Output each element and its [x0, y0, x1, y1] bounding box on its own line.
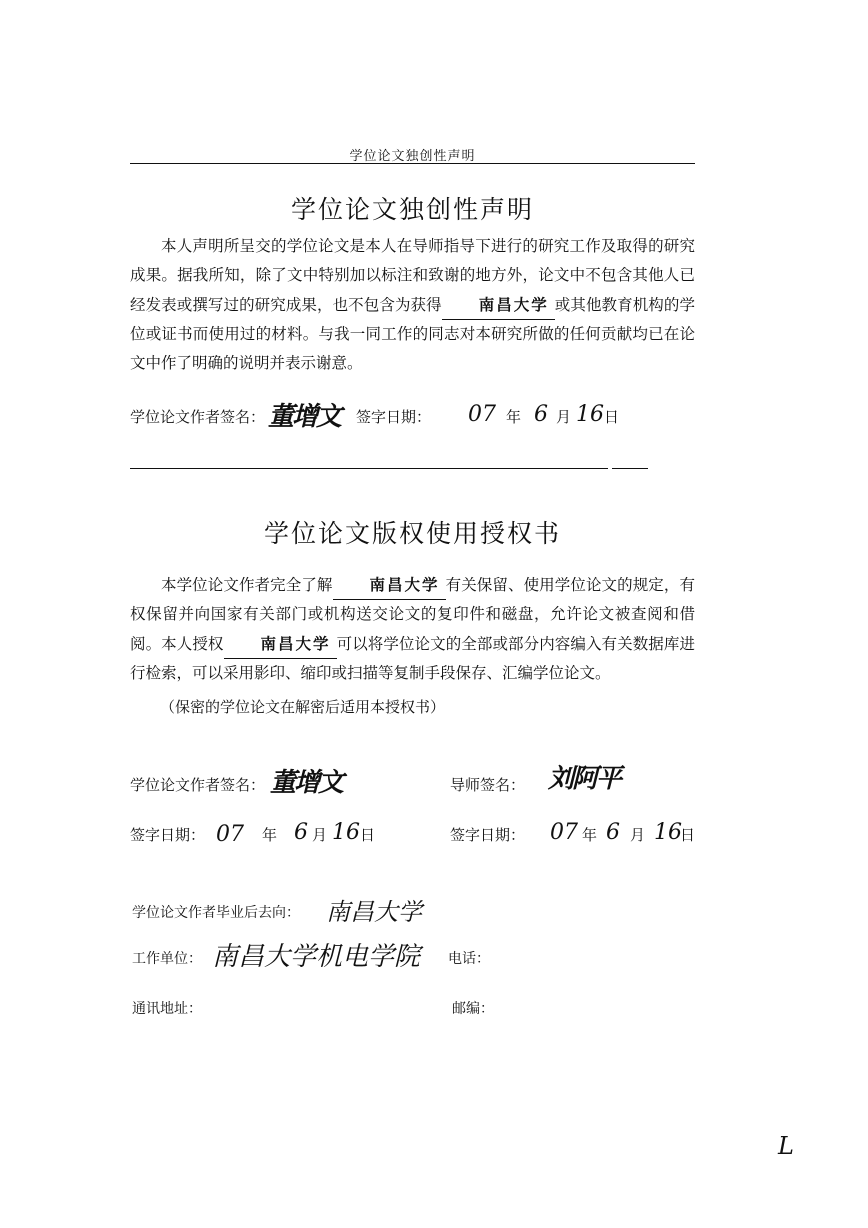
- destination-label: 学位论文作者毕业后去向：: [132, 905, 300, 921]
- declaration-date-day: 16: [576, 402, 604, 427]
- declaration-author-signature: 董增文: [268, 402, 341, 432]
- authorization-title: 学位论文版权使用授权书: [263, 519, 561, 548]
- declaration-month-char: 月: [556, 408, 572, 426]
- declaration-text-1: 本人声明所呈交的学位论文是本人在导师指导下进行的研究工作及取得的研究成果。据我所知，除了文中特别加以标注和致谢的地方外，论文中不包含其他人已经发表或撰写过的研究成果，也不包含为获得: [130, 237, 695, 314]
- section-divider: [130, 468, 608, 469]
- advisor-date-month: 6: [606, 820, 620, 845]
- declaration-text-2: 或其他教育机构的学位或证书而使用过的材料。与我一同工作的同志对本研究所做的任何贡献均已在论文中作了明确的说明并表示谢意。: [130, 296, 695, 372]
- advisor-date-year: 07: [550, 820, 578, 845]
- declaration-paragraph: [130, 232, 695, 378]
- declaration-day-char: 日: [604, 408, 620, 426]
- advisor-date-label: 签字日期：: [450, 826, 526, 844]
- authorization-university: 南昌大学: [333, 570, 446, 600]
- authorization-paragraph: [130, 570, 695, 688]
- phone-label: 电话：: [448, 951, 490, 967]
- author-month-char: 月: [312, 826, 328, 844]
- destination-value: 南昌大学: [326, 898, 422, 926]
- author-date-year: 07: [216, 822, 244, 847]
- advisor-signature: 刘阿平: [548, 764, 621, 794]
- author-day-char: 日: [360, 826, 376, 844]
- declaration-university: 南昌大学: [442, 290, 555, 320]
- address-label: 通讯地址：: [132, 1001, 202, 1017]
- author-date-day: 16: [332, 820, 360, 845]
- declaration-date-year: 07: [468, 402, 496, 427]
- declaration-date-label: 签字日期：: [356, 408, 432, 426]
- declaration-author-signature-label: 学位论文作者签名：: [130, 408, 266, 426]
- authorization-author-signature: 董增文: [270, 768, 343, 798]
- confidential-note: （保密的学位论文在解密后适用本授权书）: [160, 698, 446, 716]
- work-unit-label: 工作单位：: [132, 951, 202, 967]
- author-year-char: 年: [262, 826, 278, 844]
- authorization-text-2: 有关保留、使用学位论文的规定，有权保留并向国家有关部门或机构送交论文的复印件和磁盘，允许论文被查阅和借阅。本人授权: [130, 576, 695, 653]
- declaration-title: 学位论文独创性声明: [290, 195, 534, 224]
- authorization-text-3: 可以将学位论文的全部或部分内容编入有关数据库进行检索，可以采用影印、缩印或扫描等复制手段保存、汇编学位论文。: [130, 635, 695, 682]
- advisor-day-char: 日: [680, 826, 696, 844]
- author-date-month: 6: [294, 820, 308, 845]
- declaration-date-month: 6: [534, 402, 548, 427]
- authorization-author-date-label: 签字日期：: [130, 826, 206, 844]
- authorization-author-signature-label: 学位论文作者签名：: [130, 776, 266, 794]
- authorization-university-2: 南昌大学: [224, 629, 337, 659]
- section-divider-tail: [612, 468, 648, 469]
- header-rule: [130, 163, 695, 164]
- advisor-signature-label: 导师签名：: [450, 776, 526, 794]
- running-header: 学位论文独创性声明: [349, 149, 476, 164]
- declaration-year-char: 年: [506, 408, 522, 426]
- advisor-year-char: 年: [582, 826, 598, 844]
- advisor-month-char: 月: [630, 826, 646, 844]
- advisor-date-day: 16: [654, 820, 682, 845]
- page-mark: L: [778, 1132, 794, 1160]
- postcode-label: 邮编：: [452, 1001, 494, 1017]
- work-unit-value: 南昌大学机电学院: [212, 942, 421, 972]
- authorization-text-1: 本学位论文作者完全了解: [161, 576, 333, 594]
